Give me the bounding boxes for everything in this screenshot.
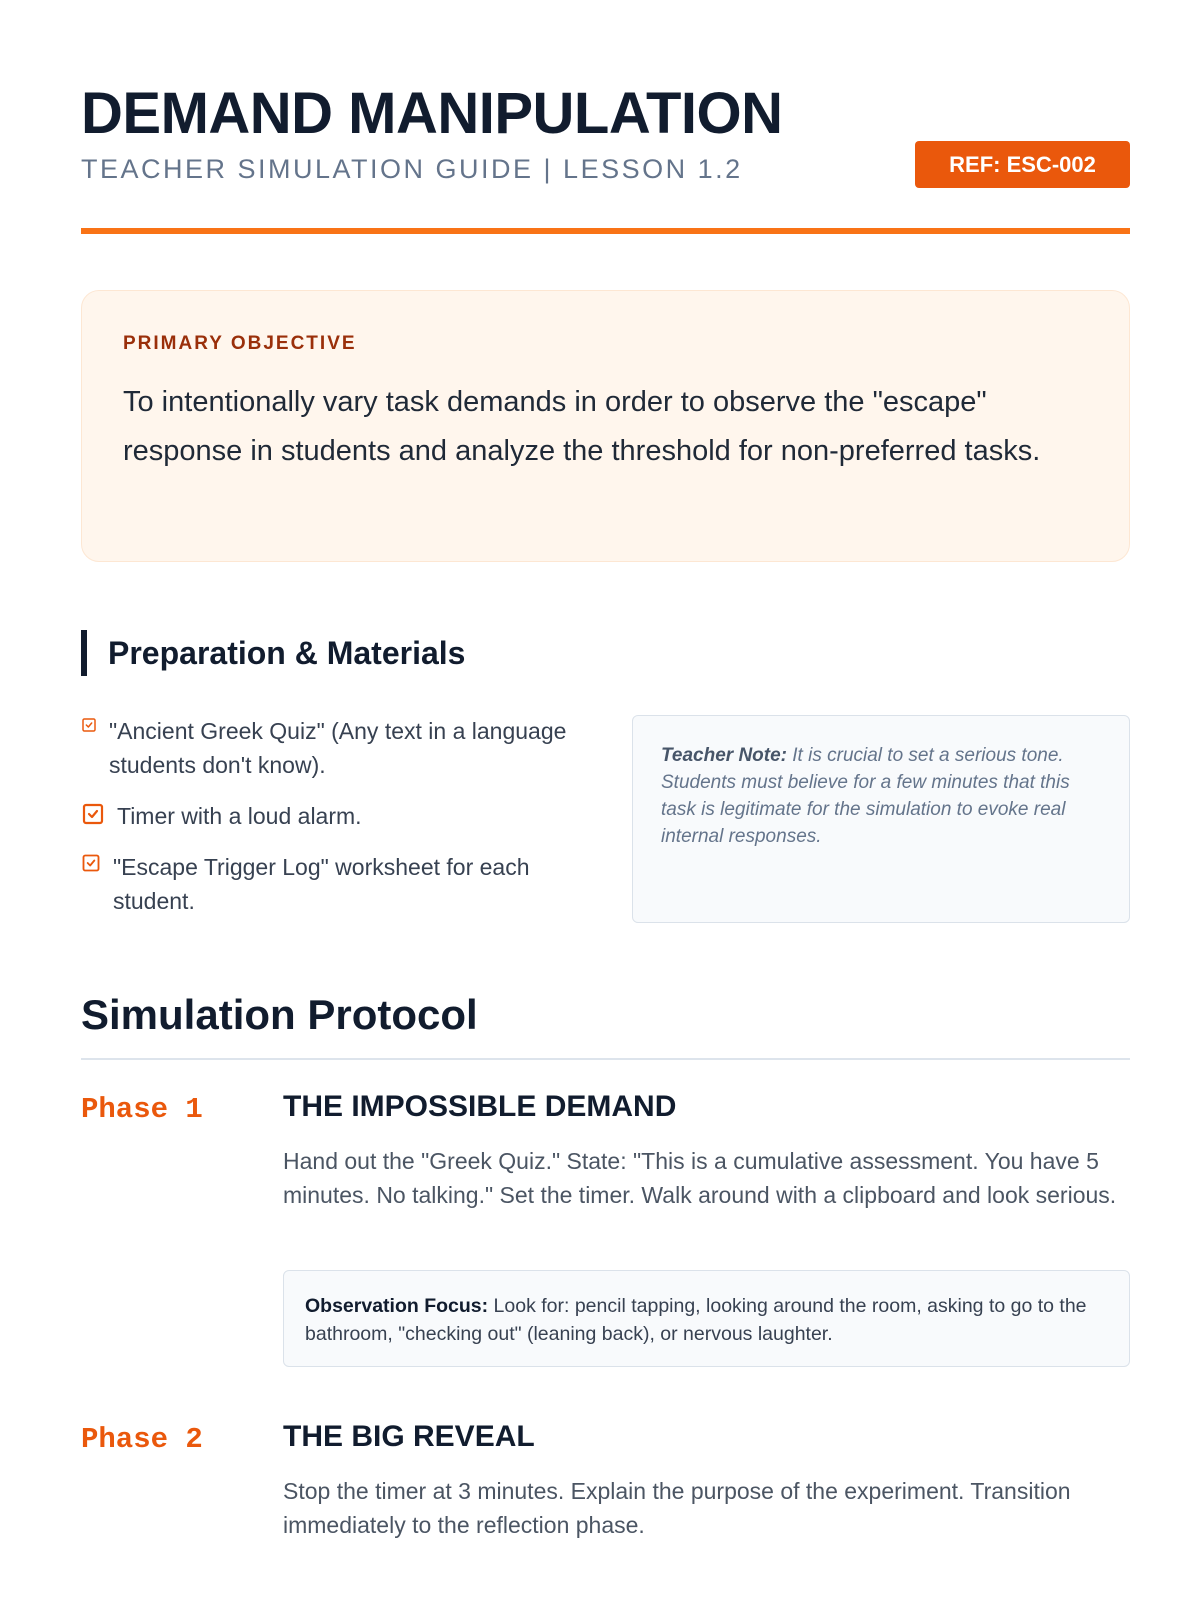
phase-2-title: THE BIG REVEAL bbox=[283, 1420, 535, 1453]
phase-2-label: Phase 2 bbox=[81, 1423, 203, 1456]
material-item-text: "Escape Trigger Log" worksheet for each student. bbox=[113, 854, 530, 914]
observation-focus-box bbox=[283, 1270, 1130, 1367]
teacher-note bbox=[632, 715, 1130, 923]
checkbox-checked-icon bbox=[81, 853, 101, 873]
reference-badge: REF: ESC-002 bbox=[915, 141, 1130, 188]
objective-label: PRIMARY OBJECTIVE bbox=[123, 333, 357, 354]
teacher-note-label: Teacher Note: bbox=[661, 745, 787, 766]
material-item-text: "Ancient Greek Quiz" (Any text in a language students don't know). bbox=[109, 718, 567, 778]
teacher-note-text: It is crucial to set a serious tone. Students must believe for a few minutes that this task is legitimate for the simulation to evoke real internal responses. bbox=[661, 745, 1070, 847]
page-title: DEMAND MANIPULATION bbox=[81, 81, 783, 146]
phase-2-body: Stop the timer at 3 minutes. Explain the purpose of the experiment. Transition immediately to the reflection phase. bbox=[283, 1478, 1071, 1538]
preparation-heading: Preparation & Materials bbox=[81, 630, 465, 676]
objective-text: To intentionally vary task demands in order to observe the "escape" response in students and analyze the threshold for non-preferred tasks. bbox=[123, 386, 1041, 467]
phase-1-title: THE IMPOSSIBLE DEMAND bbox=[283, 1090, 677, 1123]
protocol-heading: Simulation Protocol bbox=[81, 991, 478, 1038]
list-item bbox=[81, 799, 591, 833]
materials-list bbox=[81, 714, 591, 935]
page-subtitle: TEACHER SIMULATION GUIDE | LESSON 1.2 bbox=[81, 154, 743, 184]
checkbox-checked-icon bbox=[81, 802, 105, 826]
phase-1-body: Hand out the "Greek Quiz." State: "This is a cumulative assessment. You have 5 minutes. No talking." Set the timer. Walk around with a clipboard and look serious. bbox=[283, 1148, 1117, 1208]
observation-focus-label: Observation Focus: bbox=[305, 1295, 489, 1317]
checkbox-checked-icon bbox=[81, 717, 97, 733]
header-divider bbox=[81, 228, 1130, 234]
phase-1-label: Phase 1 bbox=[81, 1093, 203, 1126]
lesson-page bbox=[81, 0, 1130, 1600]
list-item bbox=[81, 714, 591, 782]
material-item-text: Timer with a loud alarm. bbox=[117, 803, 362, 829]
observation-focus-text: Look for: pencil tapping, looking around the room, asking to go to the bathroom, "checking out" (leaning back), or nervous laughter. bbox=[305, 1295, 1087, 1345]
list-item bbox=[81, 850, 591, 918]
objective-card bbox=[81, 290, 1130, 562]
protocol-divider bbox=[81, 1058, 1130, 1060]
